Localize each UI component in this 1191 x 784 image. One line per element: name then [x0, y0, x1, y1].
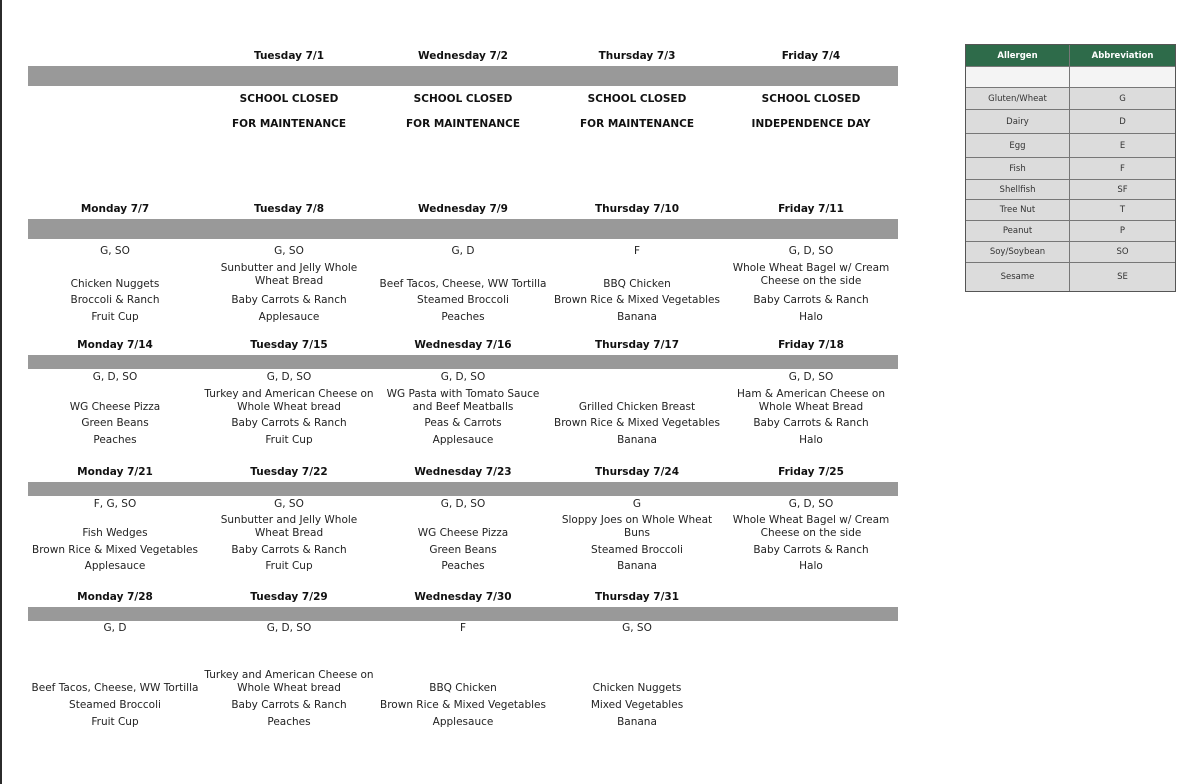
day-cell — [202, 369, 376, 469]
menu-item: Whole Wheat Bagel w/ Cream — [732, 262, 890, 274]
week-header — [28, 203, 898, 217]
menu-item: and Beef Meatballs — [412, 401, 514, 413]
legend-allergen: Peanut — [966, 221, 1070, 241]
menu-item: Ham & American Cheese on — [737, 388, 885, 400]
legend-allergen: Sesame — [966, 263, 1070, 291]
menu-item: Halo — [799, 434, 823, 446]
menu-item: Green Beans — [81, 417, 149, 429]
day-name: Wednesday 7/30 — [414, 591, 512, 603]
allergen-codes: G, SO — [274, 245, 304, 257]
legend-abbreviation: SO — [1116, 247, 1129, 257]
legend-row — [966, 241, 1175, 262]
day-name: Monday 7/14 — [77, 339, 153, 351]
legend-row — [966, 109, 1175, 133]
menu-item: Brown Rice & Mixed Vegetables — [554, 294, 720, 306]
day-name: Thursday 7/24 — [594, 466, 680, 478]
menu-item: Mixed Vegetables — [590, 699, 684, 711]
allergen-codes: G, SO — [100, 245, 130, 257]
menu-item: Fruit Cup — [265, 560, 313, 572]
menu-item: Sunbutter and Jelly Whole — [220, 262, 358, 274]
menu-item: Beef Tacos, Cheese, WW Tortilla — [379, 278, 547, 290]
legend-row — [966, 262, 1175, 291]
menu-item: WG Pasta with Tomato Sauce — [386, 388, 540, 400]
week-band — [28, 482, 898, 496]
menu-item: Peaches — [441, 560, 485, 572]
menu-item: Baby Carrots & Ranch — [231, 544, 347, 556]
day-cell — [376, 239, 550, 339]
lunch-menu-calendar — [28, 0, 898, 784]
menu-item: Brown Rice & Mixed Vegetables — [380, 699, 546, 711]
menu-item: Fish Wedges — [82, 527, 148, 539]
allergen-codes: G, D — [103, 622, 127, 634]
closed-notice: SCHOOL CLOSED — [761, 93, 861, 105]
day-name: Tuesday 7/15 — [250, 339, 328, 351]
menu-item: Peaches — [93, 434, 137, 446]
menu-item: Baby Carrots & Ranch — [231, 294, 347, 306]
day-cell — [376, 86, 550, 186]
menu-item: Baby Carrots & Ranch — [231, 699, 347, 711]
legend-row — [966, 220, 1175, 241]
day-cell — [724, 239, 898, 339]
legend-header-abbreviation: Abbreviation — [1091, 50, 1154, 61]
day-name: Monday 7/28 — [77, 591, 153, 603]
day-name: Friday 7/4 — [781, 50, 841, 62]
menu-item: Peas & Carrots — [424, 417, 502, 429]
day-cell — [202, 496, 376, 596]
week-band — [28, 355, 898, 369]
day-name: Wednesday 7/9 — [418, 203, 508, 215]
closed-notice: SCHOOL CLOSED — [239, 93, 339, 105]
menu-item: Banana — [617, 311, 657, 323]
legend-row — [966, 199, 1175, 220]
legend-row — [966, 133, 1175, 157]
legend-allergen: Fish — [966, 158, 1070, 179]
allergen-codes: G, D, SO — [788, 498, 834, 510]
menu-item: Halo — [799, 560, 823, 572]
legend-row — [966, 87, 1175, 109]
menu-item: Halo — [799, 311, 823, 323]
day-name: Tuesday 7/29 — [250, 591, 328, 603]
day-cell — [28, 369, 202, 469]
week-header — [28, 50, 898, 64]
legend-abbreviation: G — [1119, 93, 1126, 104]
menu-item: Brown Rice & Mixed Vegetables — [32, 544, 198, 556]
day-name: Thursday 7/31 — [594, 591, 680, 603]
left-border-line — [0, 0, 2, 784]
week-band — [28, 607, 898, 621]
allergen-codes: F — [459, 622, 467, 634]
menu-item: Green Beans — [429, 544, 497, 556]
day-cell — [202, 86, 376, 186]
closed-reason: INDEPENDENCE DAY — [751, 118, 871, 130]
allergen-codes: F, G, SO — [93, 498, 137, 510]
menu-item: Fruit Cup — [91, 716, 139, 728]
menu-item: Baby Carrots & Ranch — [231, 417, 347, 429]
day-cell — [28, 239, 202, 339]
allergen-codes: G, D, SO — [92, 371, 138, 383]
legend-abbreviation: T — [1119, 205, 1126, 215]
legend-allergen: Shellfish — [966, 180, 1070, 199]
allergen-codes: G, D, SO — [266, 371, 312, 383]
day-cell — [724, 86, 898, 186]
menu-item: Applesauce — [432, 716, 494, 728]
menu-item: Cheese on the side — [760, 275, 862, 287]
menu-item: Wheat Bread — [254, 527, 324, 539]
legend-row — [966, 157, 1175, 179]
week-header — [28, 466, 898, 480]
day-name: Tuesday 7/8 — [253, 203, 325, 215]
menu-item: Brown Rice & Mixed Vegetables — [554, 417, 720, 429]
menu-item: BBQ Chicken — [429, 682, 497, 694]
menu-item: Whole Wheat Bread — [758, 401, 864, 413]
week-band — [28, 219, 898, 239]
day-cell — [376, 496, 550, 596]
day-name: Thursday 7/17 — [594, 339, 680, 351]
day-cell — [28, 496, 202, 596]
allergen-codes: G, D, SO — [788, 245, 834, 257]
week-header — [28, 339, 898, 353]
day-cell — [202, 239, 376, 339]
day-name: Tuesday 7/1 — [253, 50, 325, 62]
closed-notice: SCHOOL CLOSED — [587, 93, 687, 105]
menu-item: Sunbutter and Jelly Whole — [220, 514, 358, 526]
legend-blank-cell — [966, 67, 1070, 87]
legend-abbreviation: P — [1119, 226, 1126, 236]
closed-reason: FOR MAINTENANCE — [231, 118, 347, 130]
menu-item: Turkey and American Cheese on — [204, 388, 374, 400]
menu-item: Buns — [624, 527, 650, 539]
menu-item: Whole Wheat bread — [237, 682, 341, 694]
menu-item: WG Cheese Pizza — [417, 527, 509, 539]
menu-item: Cheese on the side — [760, 527, 862, 539]
day-name: Wednesday 7/2 — [418, 50, 508, 62]
day-name: Monday 7/7 — [80, 203, 150, 215]
day-name: Wednesday 7/16 — [414, 339, 512, 351]
menu-item: Baby Carrots & Ranch — [753, 417, 869, 429]
menu-item: Whole Wheat Bagel w/ Cream — [732, 514, 890, 526]
menu-item: Peaches — [267, 716, 311, 728]
legend-blank-row — [966, 66, 1175, 87]
legend-abbreviation: D — [1119, 116, 1126, 127]
day-name: Thursday 7/3 — [598, 50, 676, 62]
allergen-codes: G, D, SO — [266, 622, 312, 634]
day-cell — [376, 621, 550, 741]
legend-allergen: Dairy — [966, 110, 1070, 133]
allergen-codes: G, D, SO — [788, 371, 834, 383]
allergen-codes: G, SO — [274, 498, 304, 510]
menu-item: Sloppy Joes on Whole Wheat — [561, 514, 713, 526]
day-cell — [550, 369, 724, 469]
legend-row — [966, 179, 1175, 199]
day-cell — [550, 86, 724, 186]
menu-item: Broccoli & Ranch — [70, 294, 160, 306]
legend-abbreviation: SF — [1117, 184, 1128, 195]
allergen-codes: G, D — [451, 245, 475, 257]
legend-abbreviation: F — [1120, 163, 1125, 174]
menu-item: Steamed Broccoli — [69, 699, 161, 711]
day-cell — [28, 621, 202, 741]
legend-header-allergen: Allergen — [966, 45, 1070, 66]
day-cell — [550, 239, 724, 339]
menu-item: Grilled Chicken Breast — [578, 401, 696, 413]
menu-item: Turkey and American Cheese on — [204, 669, 374, 681]
menu-item: Wheat Bread — [254, 275, 324, 287]
allergen-codes: G, D, SO — [440, 498, 486, 510]
allergen-codes: G — [632, 498, 642, 510]
menu-item: Steamed Broccoli — [591, 544, 683, 556]
day-cell — [202, 621, 376, 741]
day-cell — [724, 496, 898, 596]
day-name: Monday 7/21 — [77, 466, 153, 478]
legend-allergen: Soy/Soybean — [966, 242, 1070, 262]
menu-item: Fruit Cup — [91, 311, 139, 323]
legend-abbreviation: SE — [1117, 272, 1128, 282]
closed-notice: SCHOOL CLOSED — [413, 93, 513, 105]
closed-reason: FOR MAINTENANCE — [579, 118, 695, 130]
menu-item: Steamed Broccoli — [417, 294, 509, 306]
menu-item: Peaches — [441, 311, 485, 323]
day-name: Friday 7/11 — [778, 203, 844, 215]
menu-item: Baby Carrots & Ranch — [753, 294, 869, 306]
menu-item: Fruit Cup — [265, 434, 313, 446]
legend-allergen: Gluten/Wheat — [966, 88, 1070, 109]
menu-item: Banana — [617, 434, 657, 446]
legend-abbreviation: E — [1119, 140, 1126, 151]
day-name: Tuesday 7/22 — [250, 466, 328, 478]
menu-item: WG Cheese Pizza — [69, 401, 161, 413]
closed-reason: FOR MAINTENANCE — [405, 118, 521, 130]
menu-item: Baby Carrots & Ranch — [753, 544, 869, 556]
day-cell — [550, 496, 724, 596]
day-name: Friday 7/25 — [778, 466, 844, 478]
day-cell — [724, 369, 898, 469]
menu-item: BBQ Chicken — [603, 278, 671, 290]
allergen-codes: G, SO — [622, 622, 652, 634]
menu-item: Chicken Nuggets — [592, 682, 682, 694]
day-name: Wednesday 7/23 — [414, 466, 512, 478]
legend-header-row — [966, 45, 1175, 66]
legend-blank-cell — [1070, 67, 1175, 87]
week-header — [28, 591, 898, 605]
menu-item: Applesauce — [84, 560, 146, 572]
day-name: Thursday 7/10 — [594, 203, 680, 215]
legend-allergen: Tree Nut — [966, 200, 1070, 220]
menu-item: Banana — [617, 716, 657, 728]
menu-item: Applesauce — [258, 311, 320, 323]
day-cell — [376, 369, 550, 469]
menu-item: Beef Tacos, Cheese, WW Tortilla — [31, 682, 199, 694]
menu-item: Chicken Nuggets — [70, 278, 160, 290]
allergen-codes: F — [633, 245, 641, 257]
menu-item: Banana — [617, 560, 657, 572]
allergen-legend-table — [965, 44, 1176, 292]
menu-item: Applesauce — [432, 434, 494, 446]
week-band — [28, 66, 898, 86]
legend-allergen: Egg — [966, 134, 1070, 157]
day-cell — [550, 621, 724, 741]
menu-item: Whole Wheat bread — [237, 401, 341, 413]
allergen-codes: G, D, SO — [440, 371, 486, 383]
day-name: Friday 7/18 — [778, 339, 844, 351]
